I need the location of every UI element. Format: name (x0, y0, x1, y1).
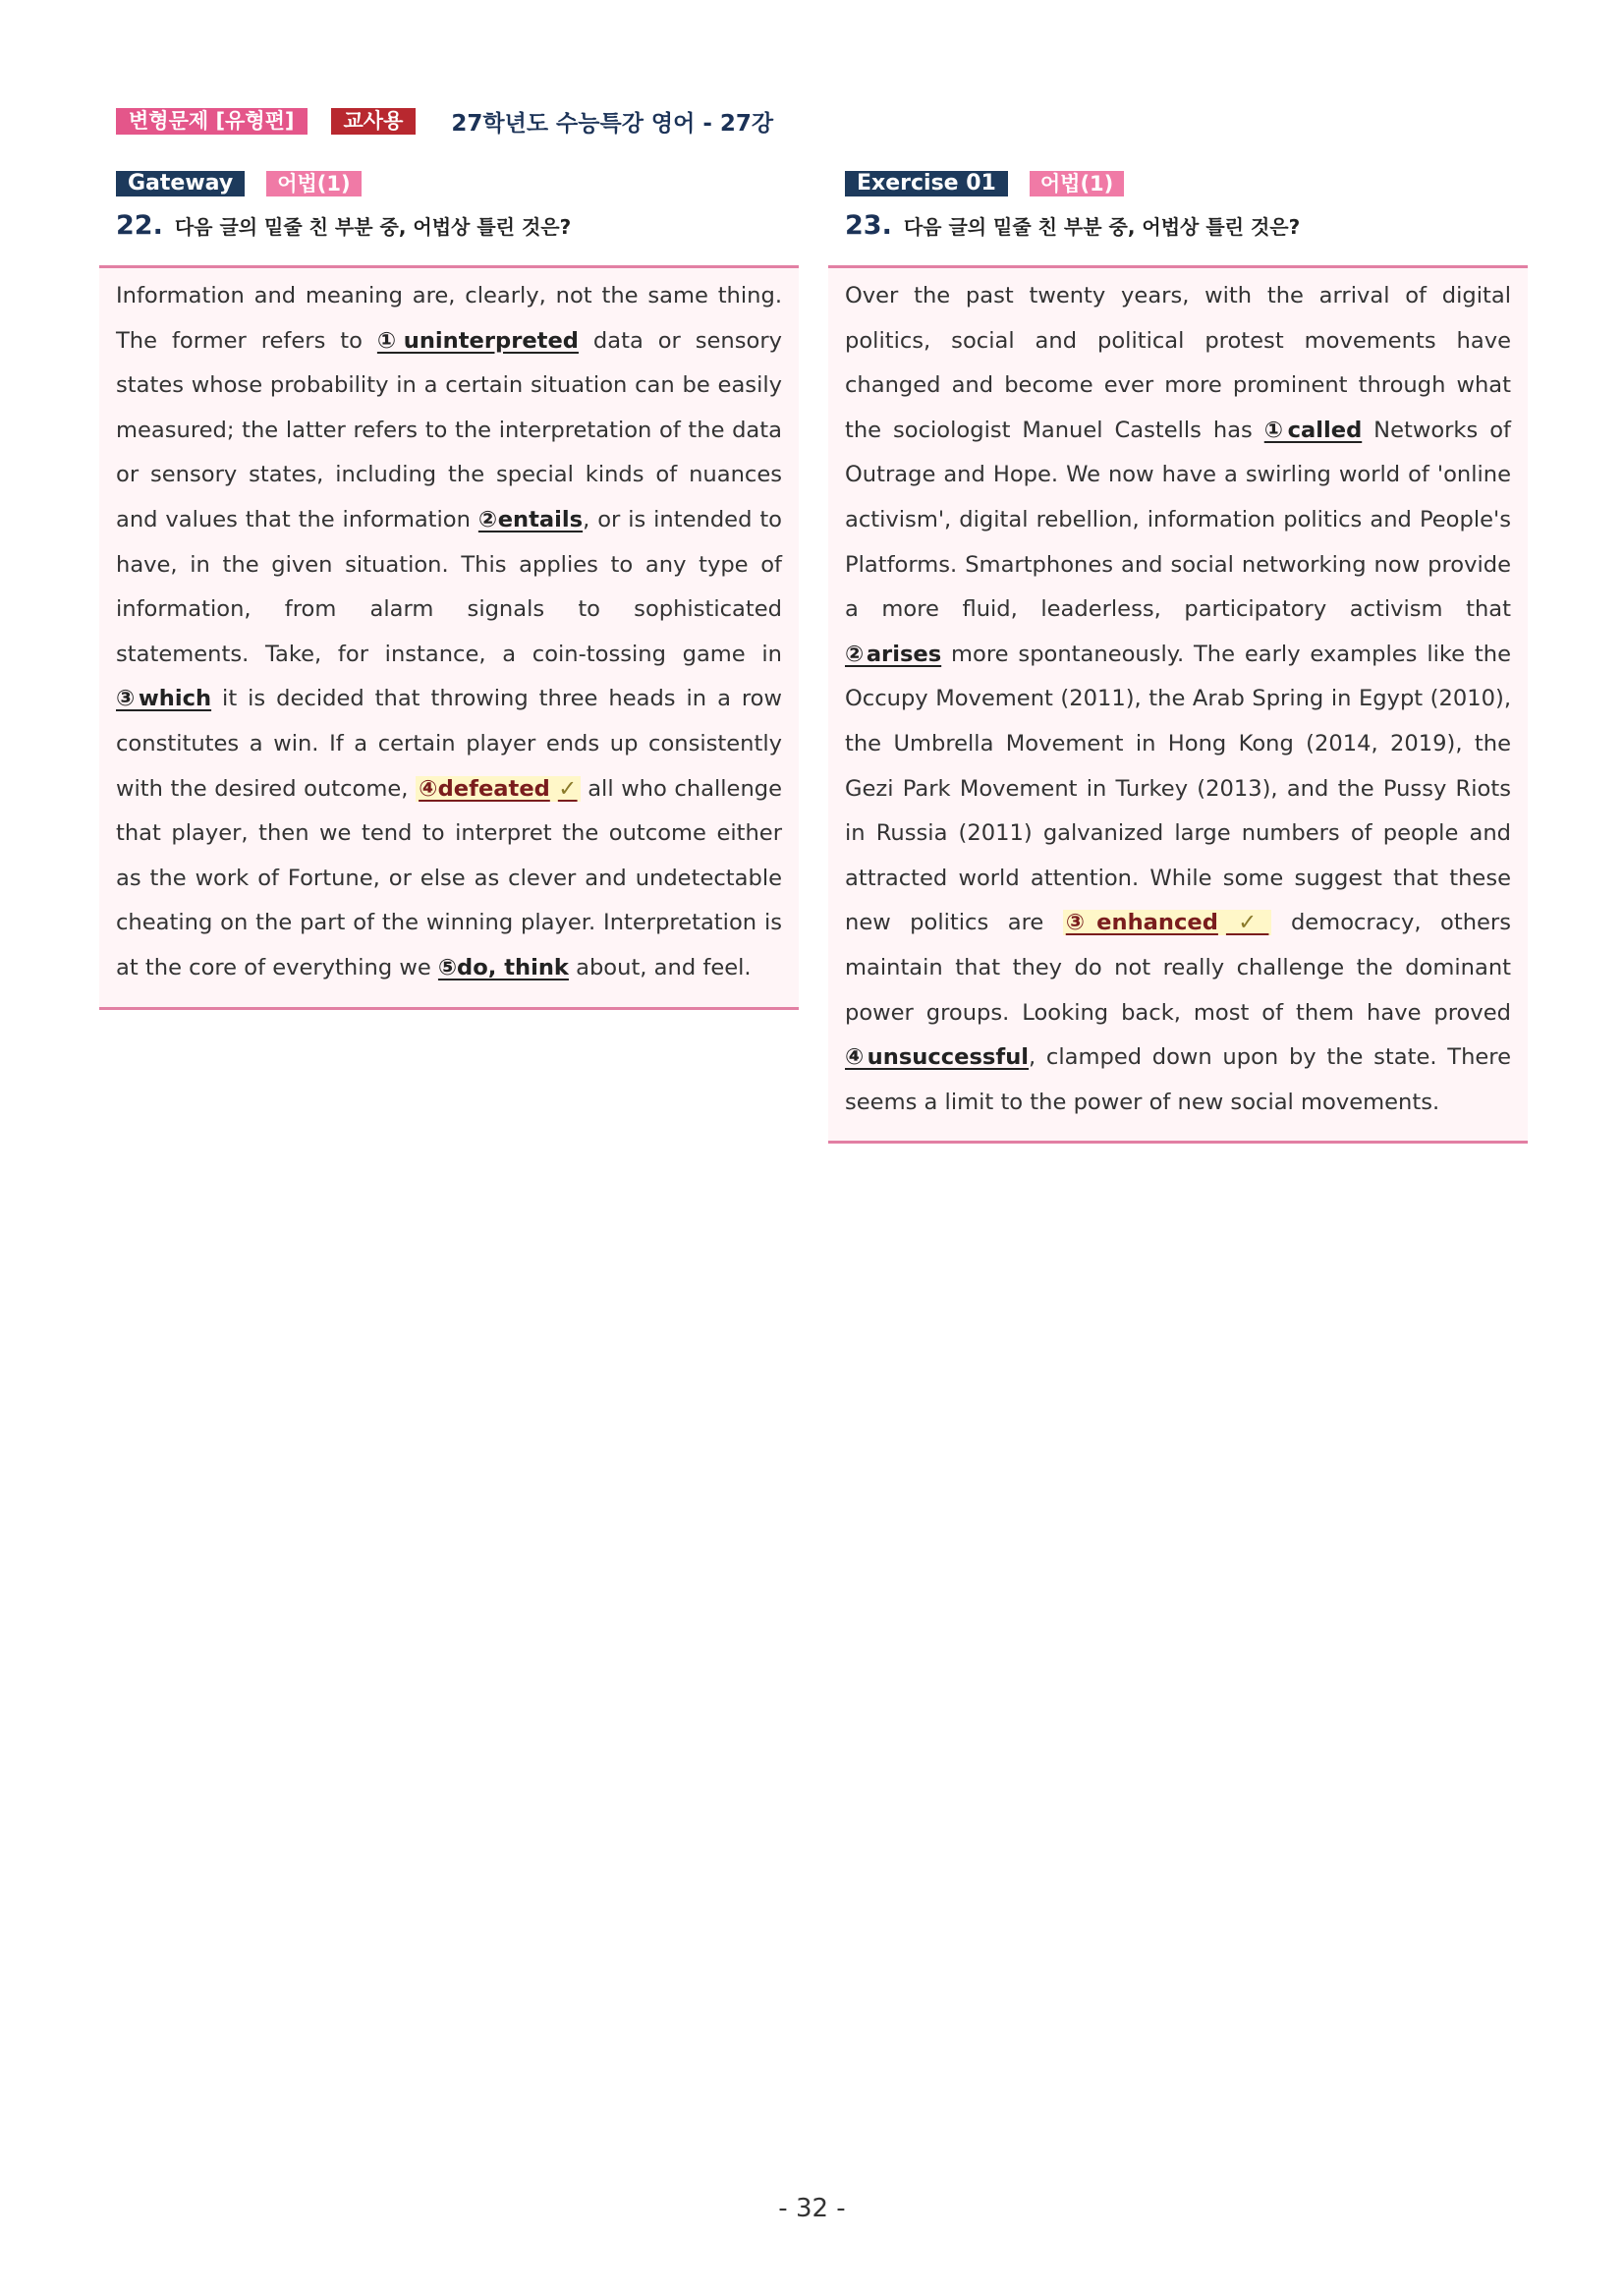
passage-text: Information and meaning are, clearly, not the same thing. The former refers to (116, 283, 782, 354)
variant-tag: 변형문제 [유형편] (116, 108, 308, 135)
underlined-option-1: ①called (1263, 417, 1363, 443)
page-title: 27학년도 수능특강 영어 - 27강 (451, 110, 774, 137)
passage-23 (828, 265, 1528, 1144)
check-mark-icon: ✓ (557, 775, 578, 802)
answer-option-3 (1063, 910, 1272, 935)
question-number: 23. (845, 210, 892, 241)
page-header (116, 106, 773, 136)
passage-22 (99, 265, 799, 1010)
passage-text: more spontaneously. The early examples like the Occupy Movement (2011), the Arab Spring in Egypt (2010), the Umbrella Movement in Hong Kong (2014, 2019), the Gezi Park Movement in Turkey (2013), and the Pussy Riots in Russia (2011) galvanized large numbers of people and attracted world attention. While some suggest that these new politics are (845, 641, 1511, 936)
passage-text: data or sensory states whose probability in a certain situation can be easily measured; the latter refers to the interpretation of the data or sensory states, including the special kinds of nuances and values that the information (116, 327, 782, 532)
question-22-column (99, 171, 799, 1010)
gateway-label: Gateway (116, 171, 245, 196)
passage-text: Networks of Outrage and Hope. We now have a swirling world of 'online activism', digital rebellion, information politics and People's Platforms. Smartphones and social networking now provide a more fluid, leaderless, participatory activism that (845, 417, 1511, 623)
answer-option-4 (416, 776, 581, 802)
passage-text: democracy, others maintain that they do not really challenge the dominant power groups. Looking back, most of them have proved (845, 910, 1511, 1026)
underlined-option-5: ⑤do, think (437, 954, 569, 980)
passage-text: all who challenge that player, then we tend to interpret the outcome either as the work of Fortune, or else as clever and undetectable cheating on the part of the winning player. Interpretation is at the core of everything we (116, 775, 783, 980)
underlined-option-1: ①uninterpreted (376, 327, 579, 354)
question-23-prompt (828, 210, 1528, 244)
question-23-column (828, 171, 1528, 1144)
passage-text: about, and feel. (568, 954, 752, 980)
page-number: - 32 - (778, 2194, 846, 2223)
underlined-option-4: ④unsuccessful (845, 1044, 1030, 1071)
passage-text: it is decided that throwing three heads in a row constitutes a win. If a certain player ends up consistently with the desired outcome, (116, 686, 782, 802)
underlined-option-2: ②arises (845, 641, 942, 667)
answer-text: ③enhanced (1065, 910, 1218, 936)
answer-text: ④defeated (419, 775, 550, 802)
question-22-prompt (99, 210, 799, 244)
exercise-label: Exercise 01 (845, 171, 1008, 196)
passage-text: , or is intended to have, in the given situation. This applies to any type of information, from alarm signals to sophisticated statements. Take, for instance, a coin-tossing game in (116, 506, 782, 667)
grammar-category-label: 어법(1) (266, 171, 361, 196)
question-number: 22. (116, 210, 163, 241)
teacher-tag: 교사용 (331, 108, 417, 135)
question-23-labels (828, 171, 1528, 196)
check-mark-icon: ✓ (1225, 910, 1269, 936)
underlined-option-2: ②entails (477, 506, 584, 532)
passage-text: Over the past twenty years, with the arrival of digital politics, social and political protest movements have changed and become ever more prominent through what the sociologist Manuel Castells has (845, 283, 1511, 443)
grammar-category-label: 어법(1) (1030, 171, 1124, 196)
question-text: 다음 글의 밑줄 친 부분 중, 어법상 틀린 것은? (174, 215, 572, 239)
passage-text: , clamped down upon by the state. There seems a limit to the power of new social movements. (845, 1044, 1511, 1115)
question-22-labels (99, 171, 799, 196)
question-text: 다음 글의 밑줄 친 부분 중, 어법상 틀린 것은? (903, 215, 1301, 239)
underlined-option-3: ③which (116, 686, 212, 712)
